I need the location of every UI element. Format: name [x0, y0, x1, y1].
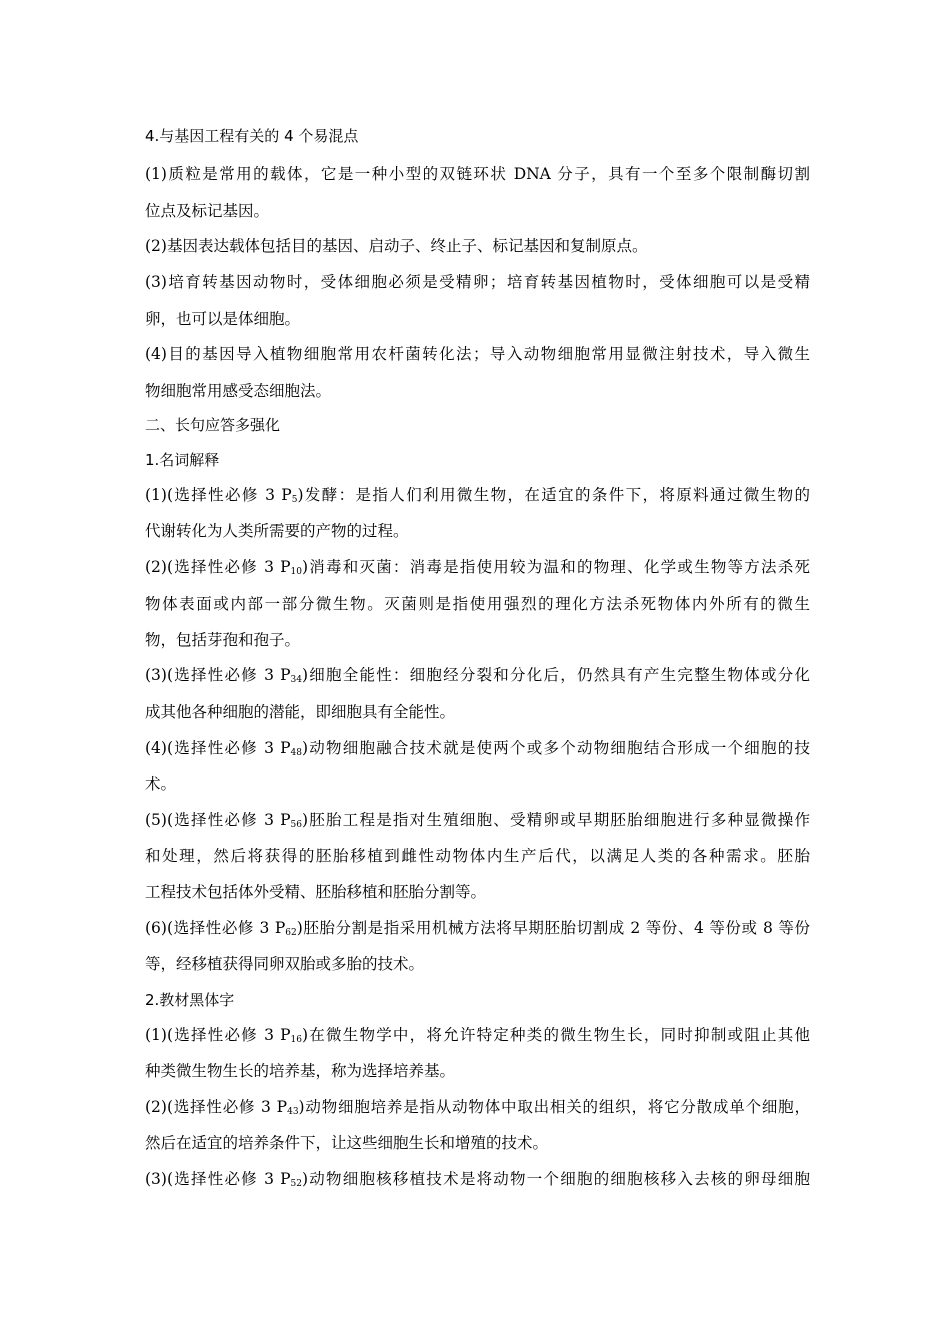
- paragraph-line: 然后在适宜的培养条件下，让这些细胞生长和增殖的技术。: [145, 1134, 549, 1152]
- section-heading-4: 4.与基因工程有关的 4 个易混点: [145, 127, 359, 145]
- paragraph-line: 和处理，然后将获得的胚胎移植到雌性动物体内生产后代，以满足人类的各种需求。胚胎: [145, 847, 810, 865]
- textbook-item: (3)(选择性必修 3 $P_{52}$)动物细胞核移植技术是将动物一个细胞的细胞核移入去核的卵母细胞: [145, 1170, 810, 1189]
- paragraph-line: 卵，也可以是体细胞。: [145, 310, 301, 328]
- definition-item: (6)(选择性必修 3 $P_{62}$)胚胎分割是指采用机械方法将早期胚胎切割成 2 等份、4 等份或 8 等份: [145, 919, 810, 938]
- definition-item: (1)(选择性必修 3 $P_5$)发酵：是指人们利用微生物，在适宜的条件下，将原料通过微生物的: [145, 486, 810, 505]
- paragraph-line: 成其他各种细胞的潜能，即细胞具有全能性。: [145, 703, 456, 721]
- paragraph-line: 物，包括芽孢和孢子。: [145, 631, 301, 649]
- paragraph-line: 种类微生物生长的培养基，称为选择培养基。: [145, 1062, 456, 1080]
- definition-item: (2)(选择性必修 3 $P_{10}$)消毒和灭菌：消毒是指使用较为温和的物理、化学或生物等方法杀死: [145, 558, 810, 577]
- paragraph-line: 位点及标记基因。: [145, 202, 270, 220]
- textbook-item: (1)(选择性必修 3 $P_{16}$)在微生物学中，将允许特定种类的微生物生长，同时抑制或阻止其他: [145, 1026, 810, 1045]
- paragraph-line: 代谢转化为人类所需要的产物的过程。: [145, 522, 409, 540]
- paragraph-line: 术。: [145, 775, 177, 793]
- subsection-heading-1: 1.名词解释: [145, 451, 220, 469]
- paragraph-line: (4)目的基因导入植物细胞常用农杆菌转化法；导入动物细胞常用显微注射技术，导入微生: [145, 345, 810, 363]
- paragraph-line: (3)培育转基因动物时，受体细胞必须是受精卵；培育转基因植物时，受体细胞可以是受精: [145, 273, 810, 291]
- paragraph-line: 等，经移植获得同卵双胎或多胎的技术。: [145, 955, 425, 973]
- paragraph-line: (2)基因表达载体包括目的基因、启动子、终止子、标记基因和复制原点。: [145, 237, 648, 255]
- paragraph-line: (1)质粒是常用的载体，它是一种小型的双链环状 DNA 分子，具有一个至多个限制酶切割: [145, 165, 810, 183]
- section-heading-2: 二、长句应答多强化: [145, 416, 281, 434]
- textbook-item: (2)(选择性必修 3 $P_{43}$)动物细胞培养是指从动物体中取出相关的组织，将它分散成单个细胞，: [145, 1098, 810, 1117]
- subsection-heading-2: 2.教材黑体字: [145, 991, 235, 1009]
- definition-item: (3)(选择性必修 3 $P_{34}$)细胞全能性：细胞经分裂和分化后，仍然具有产生完整生物体或分化: [145, 666, 810, 685]
- paragraph-line: 物细胞常用感受态细胞法。: [145, 382, 332, 400]
- paragraph-line: 物体表面或内部一部分微生物。灭菌则是指使用强烈的理化方法杀死物体内外所有的微生: [145, 595, 810, 613]
- definition-item: (4)(选择性必修 3 $P_{48}$)动物细胞融合技术就是使两个或多个动物细胞结合形成一个细胞的技: [145, 739, 810, 758]
- definition-item: (5)(选择性必修 3 $P_{56}$)胚胎工程是指对生殖细胞、受精卵或早期胚胎细胞进行多种显微操作: [145, 811, 810, 830]
- paragraph-line: 工程技术包括体外受精、胚胎移植和胚胎分割等。: [145, 883, 487, 901]
